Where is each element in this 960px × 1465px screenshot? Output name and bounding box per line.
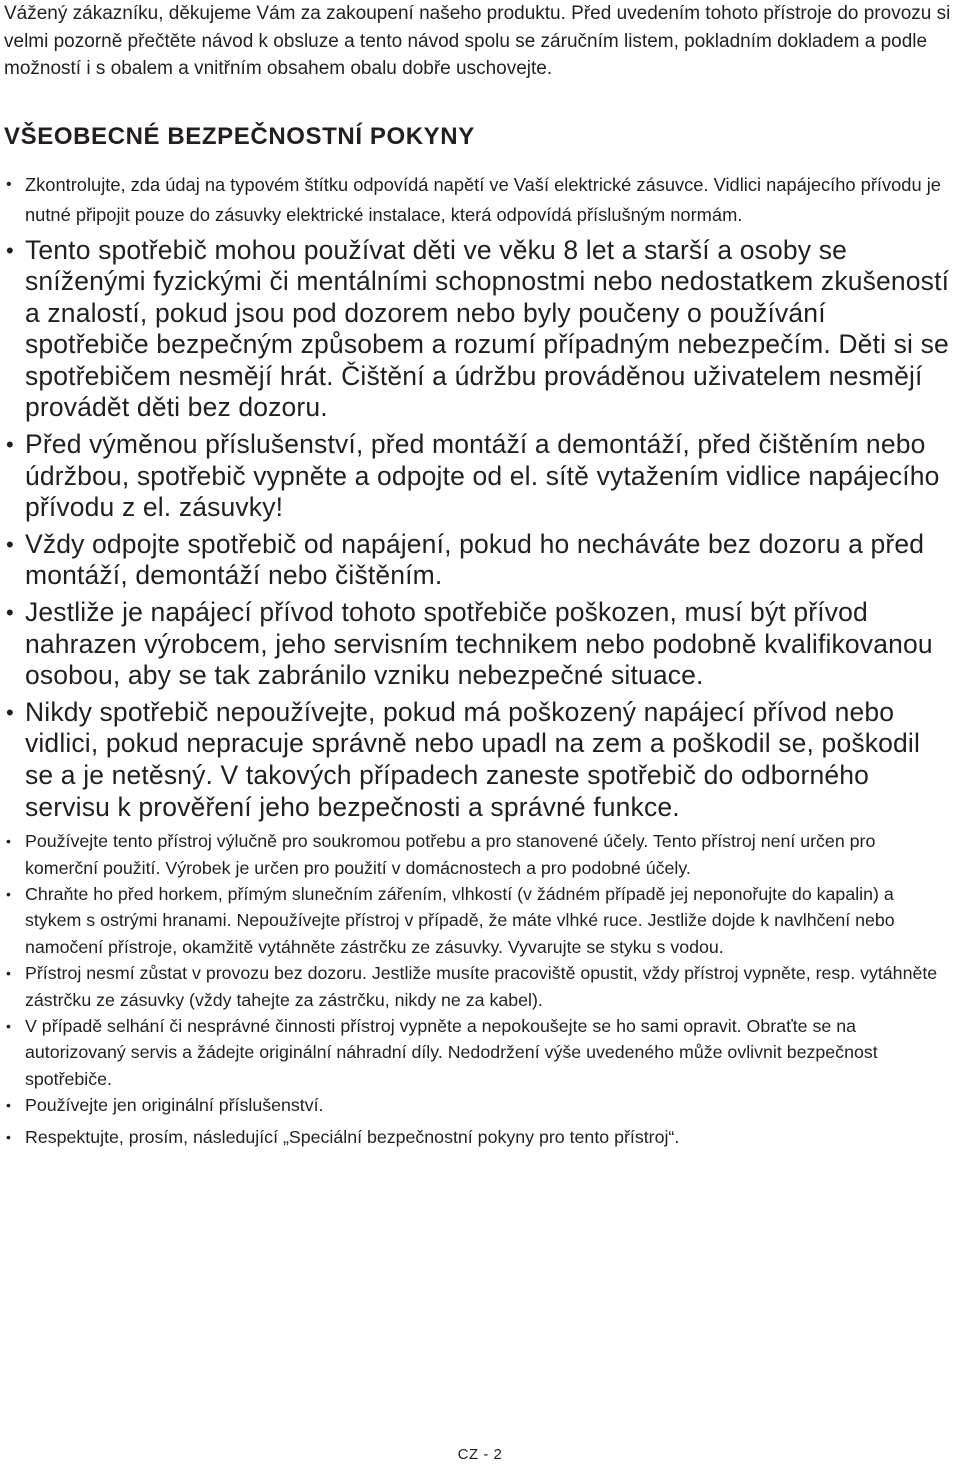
list-item: • Vždy odpojte spotřebič od napájení, pokud ho necháváte bez dozoru a před montáží, demontáží nebo čištěním. [4, 529, 952, 592]
list-item: • Používejte tento přístroj výlučně pro soukromou potřebu a pro stanovené účely. Tento přístroj není určen pro komerční použití. Výrobek je určen pro použití v domácnostech a pro podobné účely. [4, 828, 952, 881]
page-number: CZ - 2 [457, 1446, 503, 1463]
list-item: • Nikdy spotřebič nepoužívejte, pokud má poškozený napájecí přívod nebo vidlici, pokud nepracuje správně nebo upadl na zem a poškodil se, poškodil se a je netěsný. V takových případech zaneste spotřebič do odborného servisu k prověření jeho bezpečnosti a správné funkce. [4, 697, 952, 823]
intro-paragraph: Vážený zákazníku, děkujeme Vám za zakoupení našeho produktu. Před uvedením tohoto přístroje do provozu si velmi pozorně přečtěte návod k obsluze a tento návod spolu se záručním listem, pokladním dokladem a podle možností i s obalem a vnitřním obsahem obalu dobře uschovejte. [4, 3, 951, 79]
section-heading: VŠEOBECNÉ BEZPEČNOSTNÍ POKYNY [4, 122, 475, 150]
list-item: • Chraňte ho před horkem, přímým slunečním zářením, vlhkostí (v žádném případě jej neponořujte do kapalin) a stykem s ostrými hranami. Nepoužívejte přístroj v případě, že máte vlhké ruce. Jestliže dojde k navlhčení nebo namočení přístroje, okamžitě vytáhněte zástrčku ze zásuvky. Vyvarujte se styku s vodou. [4, 881, 952, 960]
list-item: • Jestliže je napájecí přívod tohoto spotřebiče poškozen, musí být přívod nahrazen výrobcem, jeho servisním technikem nebo podobně kvalifikovanou osobou, aby se tak zabránilo vzniku nebezpečné situace. [4, 597, 952, 692]
list-item: • Zkontrolujte, zda údaj na typovém štítku odpovídá napětí ve Vaší elektrické zásuvce. Vidlici napájecího přívodu je nutné připojit pouze do zásuvky elektrické instalace, která odpovídá příslušným normám. [4, 170, 952, 230]
list-item: • Tento spotřebič mohou používat děti ve věku 8 let a starší a osoby se sníženými fyzickými či mentálními schopnostmi nebo nedostatkem zkušeností a znalostí, pokud jsou pod dozorem nebo byly poučeny o používání spotřebiče bezpečným způsobem a rozumí případným nebezpečím. Děti si se spotřebičem nesmějí hrát. Čištění a údržbu prováděnou uživatelem nesmějí provádět děti bez dozoru. [4, 235, 952, 425]
safety-instructions-list [4, 170, 952, 1151]
list-item: • V případě selhání či nesprávné činnosti přístroj vypněte a nepokoušejte se ho sami opravit. Obraťte se na autorizovaný servis a žádejte originální náhradní díly. Nedodržení výše uvedeného může ovlivnit bezpečnost spotřebiče. [4, 1013, 952, 1092]
list-item: • Před výměnou příslušenství, před montáží a demontáží, před čištěním nebo údržbou, spotřebič vypněte a odpojte od el. sítě vytažením vidlice napájecího přívodu z el. zásuvky! [4, 429, 952, 524]
list-item: • Přístroj nesmí zůstat v provozu bez dozoru. Jestliže musíte pracoviště opustit, vždy přístroj vypněte, resp. vytáhněte zástrčku ze zásuvky (vždy tahejte za zástrčku, nikdy ne za kabel). [4, 960, 952, 1013]
list-item: • Respektujte, prosím, následující „Speciální bezpečnostní pokyny pro tento přístroj“. [4, 1124, 952, 1150]
list-item: • Používejte jen originální příslušenství. [4, 1092, 952, 1118]
